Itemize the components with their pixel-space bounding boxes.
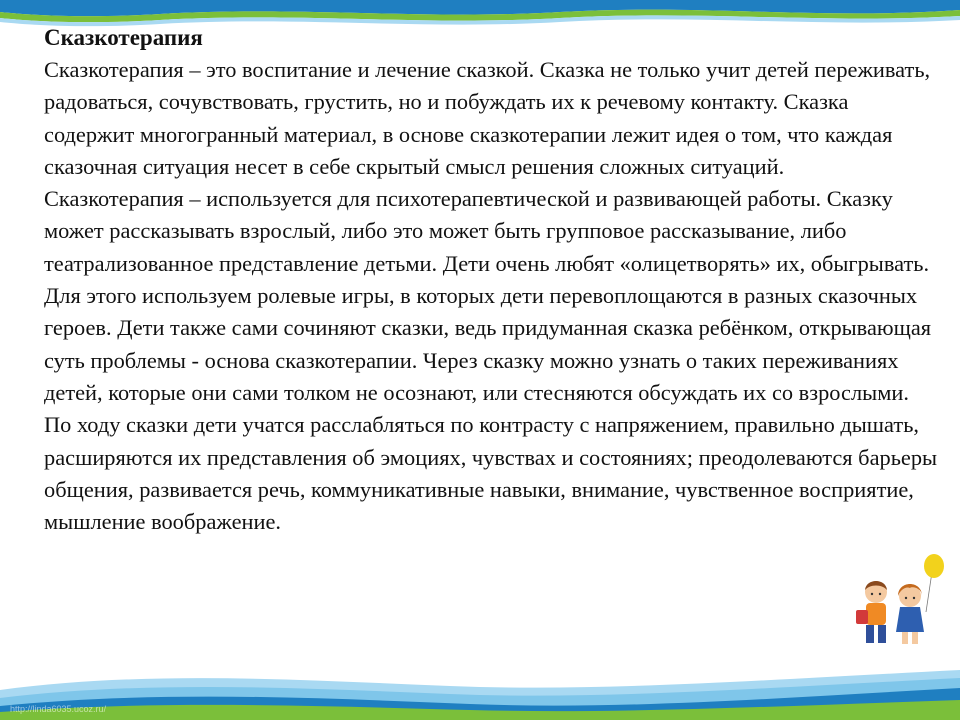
- paragraph: Сказкотерапия – используется для психотерапевтической и развивающей работы. Сказку может рассказывать взрослый, либо это может быть групповое рассказывание, либо театрализованное представление детьми. Дети очень любят «олицетворять» их, обыгрывать. Для этого используем ролевые игры, в которых дети перевоплощаются в разных сказочных героев. Дети также сами сочиняют сказки, ведь придуманная сказка ребёнком, открывающая суть проблемы - основа сказкотерапии. Через сказку можно узнать о таких переживаниях детей, которые они сами толком не осознают, или стесняются обсуждать их со взрослыми.: [44, 186, 932, 405]
- bottom-wave-decoration: [0, 650, 960, 720]
- watermark-url: http://linda6035.ucoz.ru/: [10, 704, 107, 714]
- paragraph: По ходу сказки дети учатся расслабляться по контрасту с напряжением, правильно дышать, расширяются их представления об эмоциях, чувствах и состояниях; преодолеваются барьеры общения, развивается речь, коммуникативные навыки, внимание, чувственное восприятие, мышление воображение.: [44, 412, 938, 535]
- slide-content: [44, 22, 944, 538]
- slide-title: Сказкотерапия: [44, 25, 203, 50]
- children-with-balloon-illustration: [846, 552, 946, 652]
- paragraph: Сказкотерапия – это воспитание и лечение сказкой. Сказка не только учит детей переживать, радоваться, сочувствовать, грустить, но и побуждать их к речевому контакту. Сказка содержит многогранный материал, в основе сказкотерапии лежит идея о том, что каждая сказочная ситуация несет в себе скрытый смысл решения сложных ситуаций.: [44, 57, 931, 179]
